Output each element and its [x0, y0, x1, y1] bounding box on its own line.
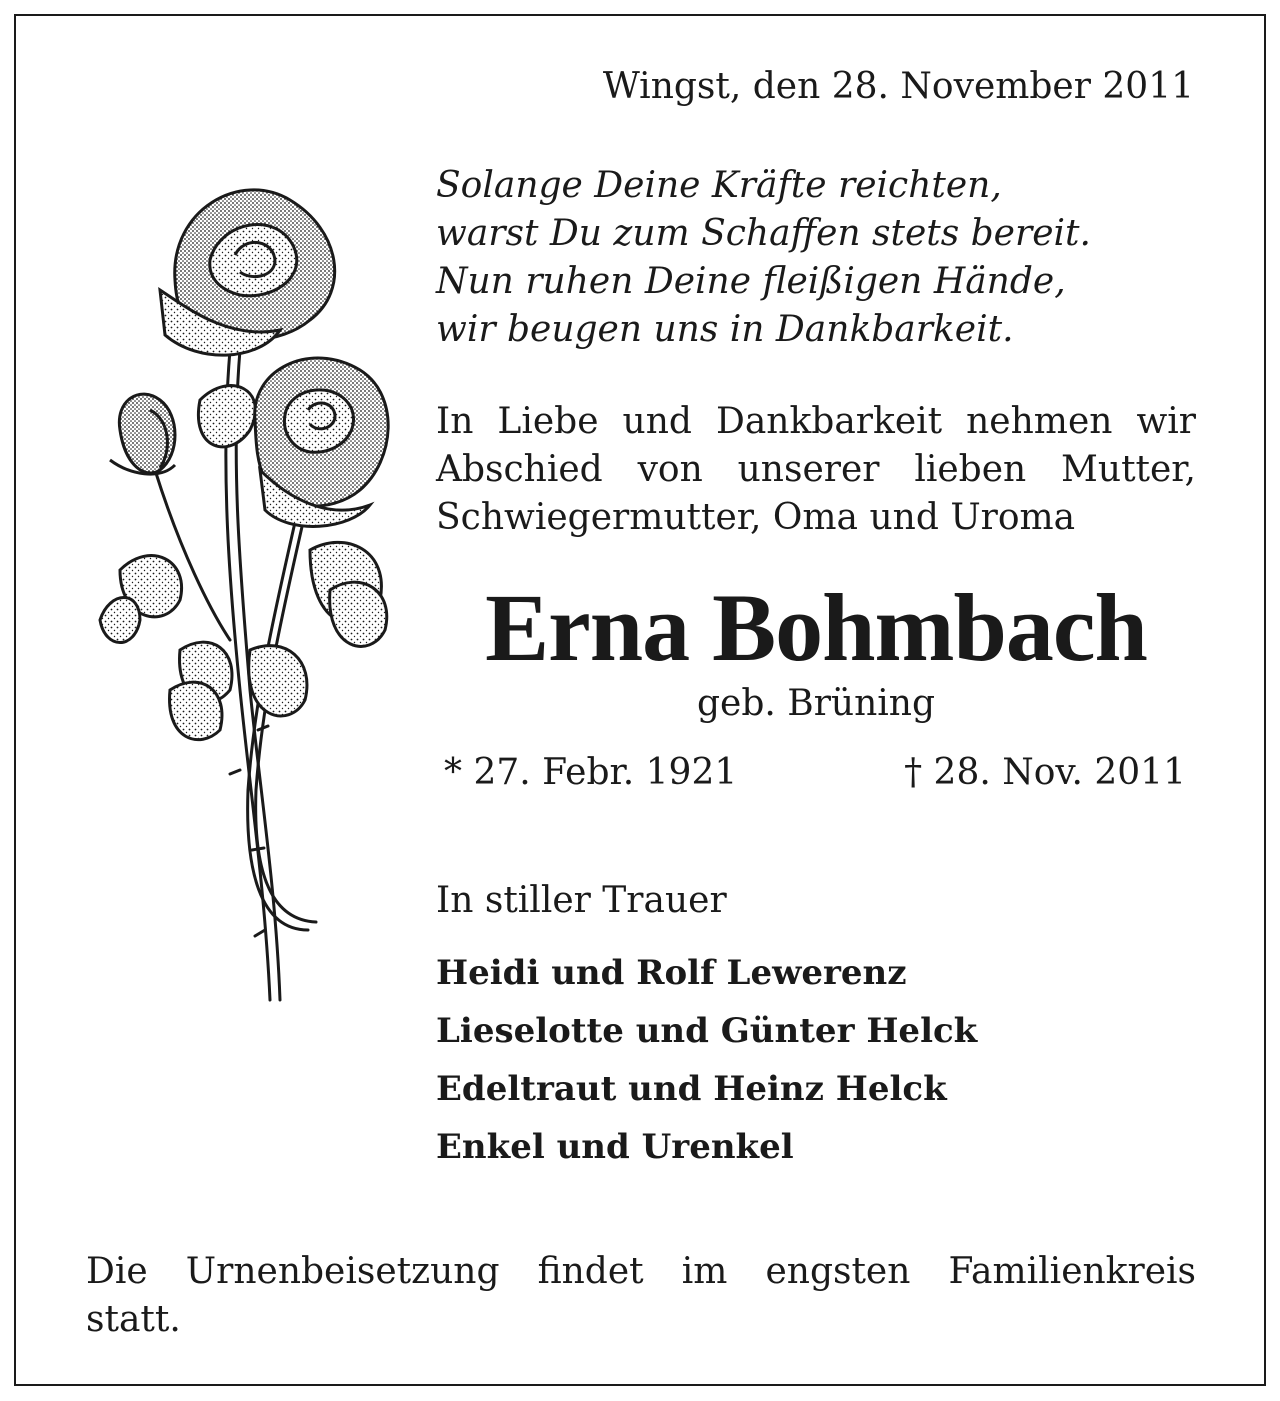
life-dates	[444, 752, 1186, 793]
mourning-label: In stiller Trauer	[436, 880, 727, 921]
burial-notice	[86, 1248, 1196, 1344]
intro-line: Abschied von unserer lieben Mutter,	[436, 449, 1196, 490]
rose-icon	[80, 170, 400, 1010]
death-date: † 28. Nov. 2011	[904, 752, 1186, 793]
birth-date: * 27. Febr. 1921	[444, 752, 738, 793]
footer-line: statt.	[86, 1299, 181, 1340]
place-date: Wingst, den 28. November 2011	[602, 66, 1194, 107]
intro-text	[436, 398, 1196, 542]
poem-line: warst Du zum Schaffen stets bereit.	[436, 213, 1091, 254]
intro-line: In Liebe und Dankbarkeit nehmen wir	[436, 401, 1196, 442]
poem-line: Nun ruhen Deine fleißigen Hände,	[436, 261, 1066, 302]
poem	[436, 162, 1091, 354]
mourner-name: Enkel und Urenkel	[436, 1127, 794, 1167]
footer-line: Die Urnenbeisetzung findet im engsten Familienkreis	[86, 1251, 1196, 1292]
mourner-name: Edeltraut und Heinz Helck	[436, 1069, 947, 1109]
mourner-name: Heidi und Rolf Lewerenz	[436, 953, 907, 993]
poem-line: Solange Deine Kräfte reichten,	[436, 165, 1002, 206]
poem-line: wir beugen uns in Dankbarkeit.	[436, 309, 1014, 350]
intro-line: Schwiegermutter, Oma und Uroma	[436, 497, 1076, 538]
deceased-name: Erna Bohmbach	[485, 574, 1147, 681]
mourner-name: Lieselotte und Günter Helck	[436, 1011, 978, 1051]
maiden-name: geb. Brüning	[696, 683, 936, 724]
mourners-list	[436, 944, 977, 1176]
